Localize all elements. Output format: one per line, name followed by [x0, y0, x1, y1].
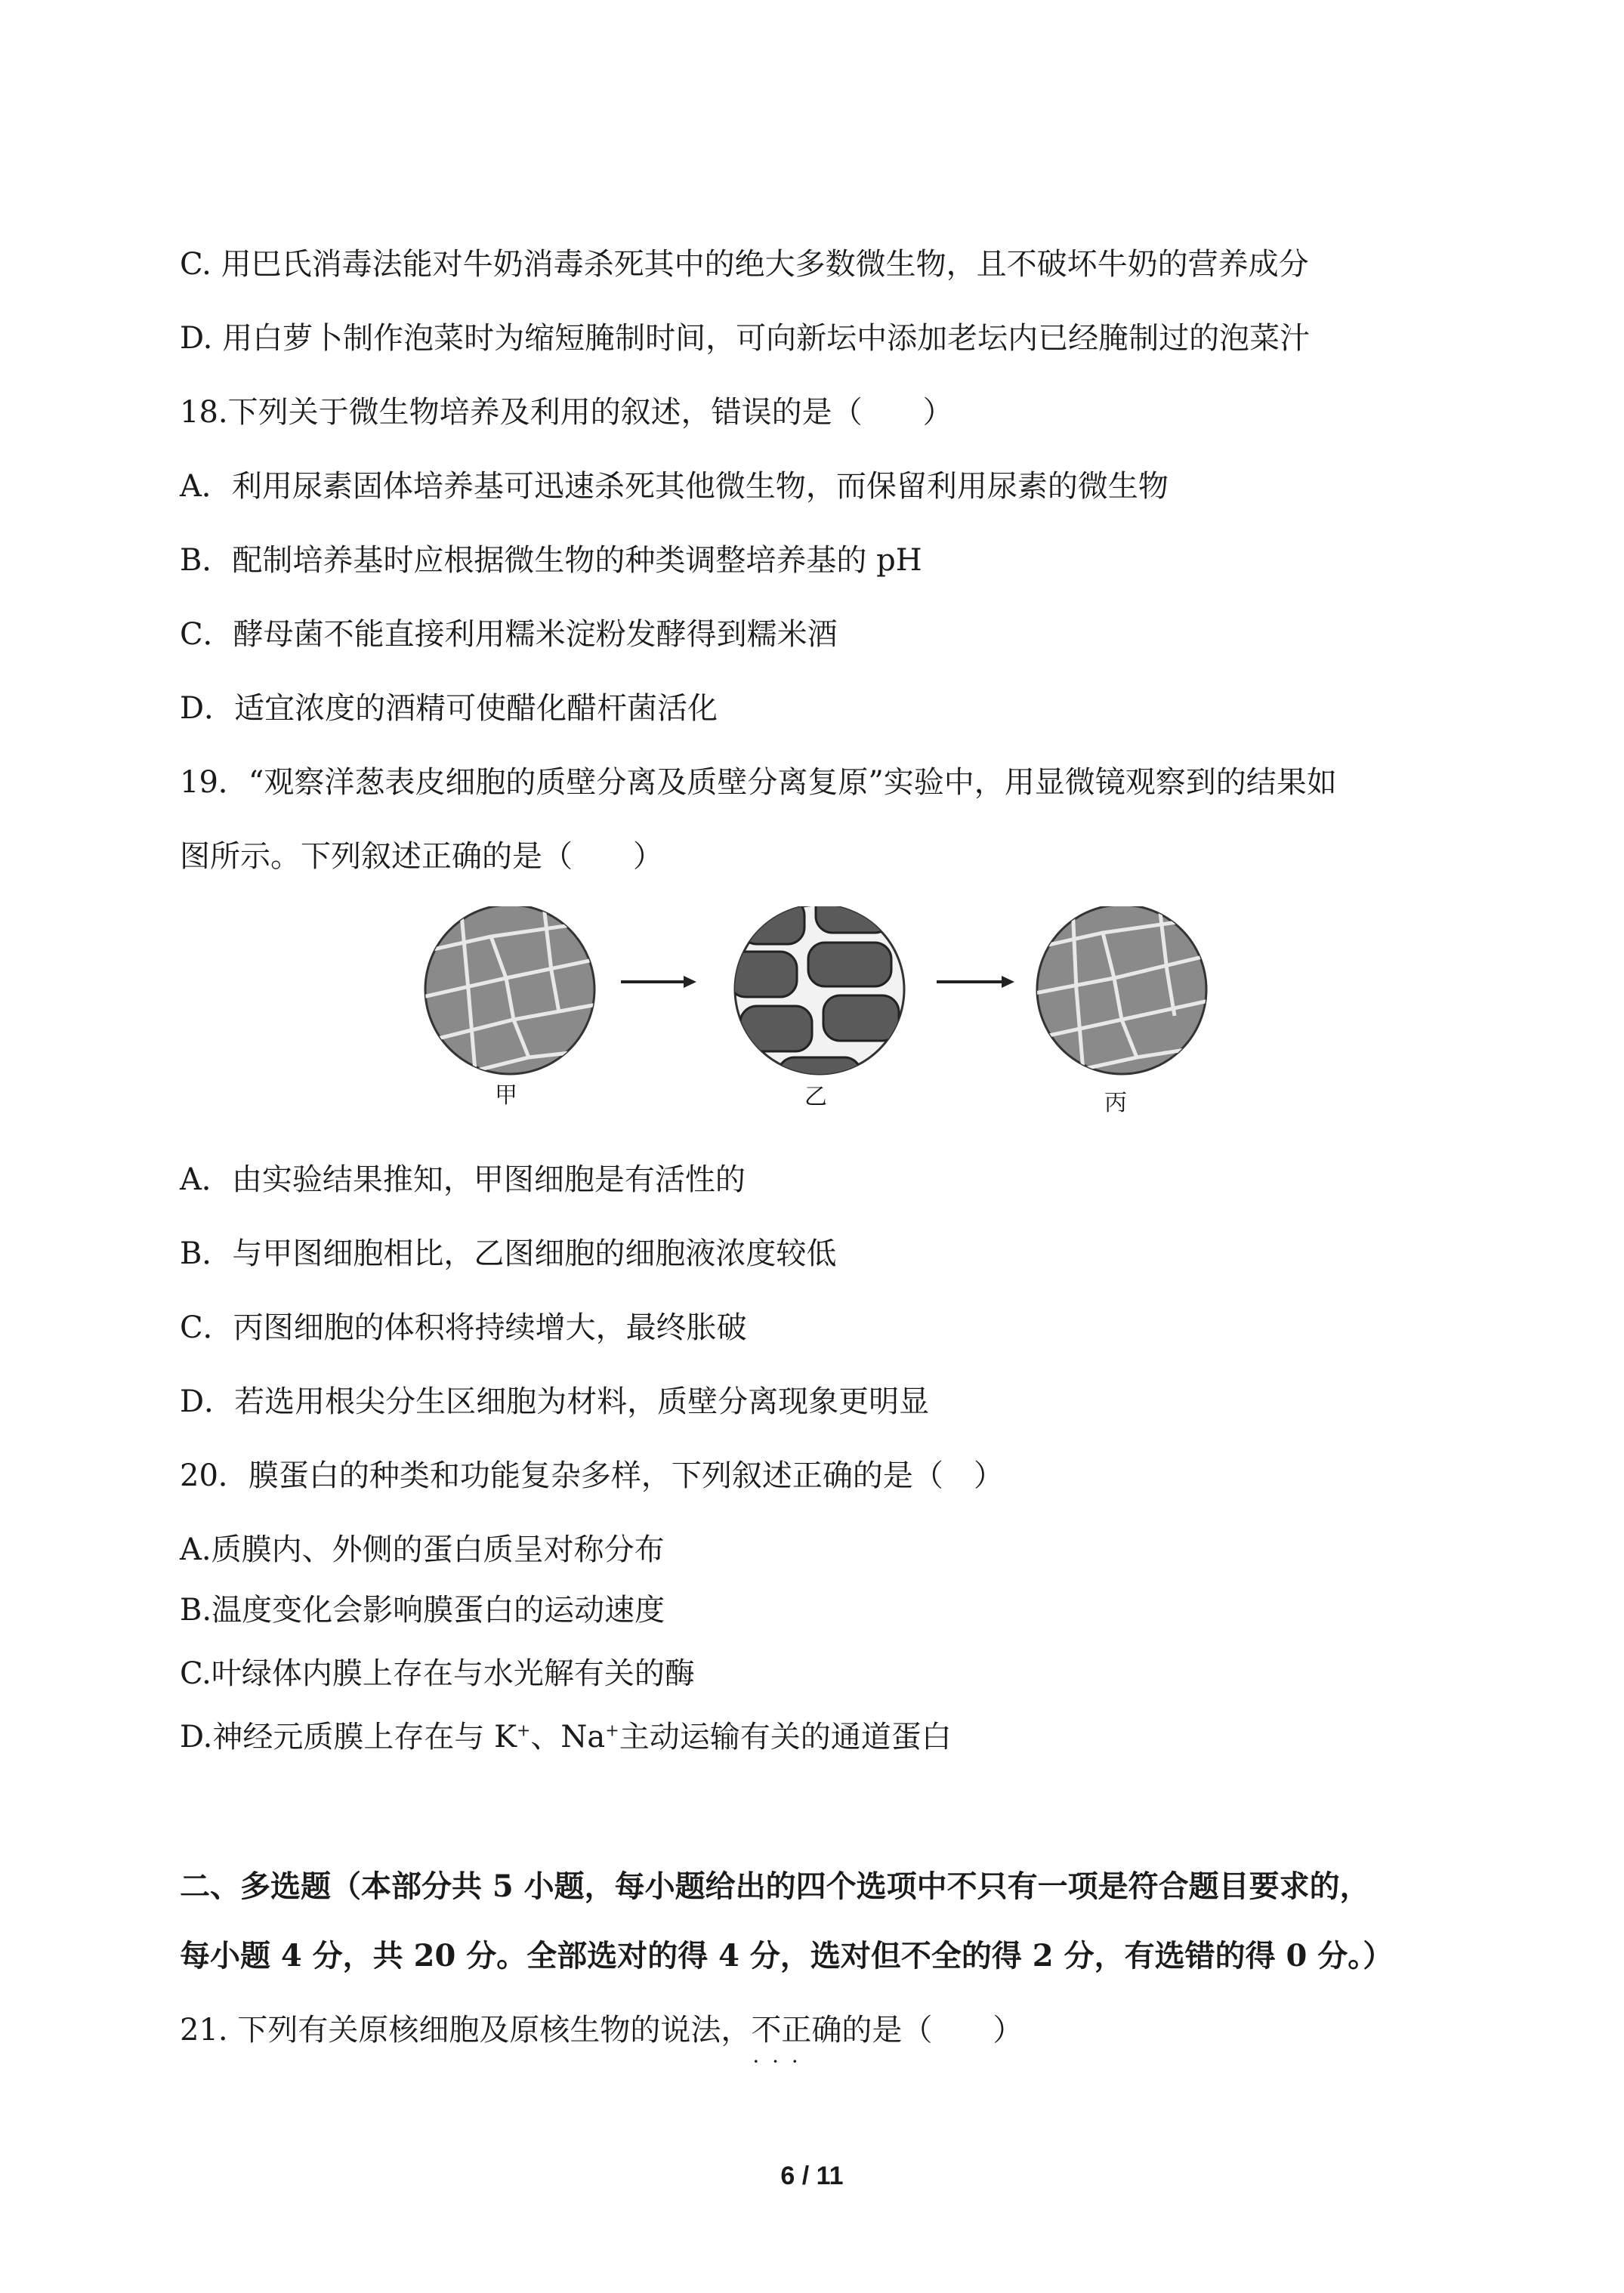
q21-emphasis: 不正确 · · · — [751, 2012, 841, 2048]
q20d-text-mid: 、Na — [530, 1720, 606, 1754]
q18-stem: 18.下列关于微生物培养及利用的叙述，错误的是（ ） — [180, 395, 953, 430]
q17-option-c: C. 用巴氏消毒法能对牛奶消毒杀死其中的绝大多数微生物，且不破坏牛奶的营养成分 — [180, 247, 1309, 282]
q20-stem: 20．膜蛋白的种类和功能复杂多样，下列叙述正确的是（ ） — [180, 1458, 1004, 1493]
q19-option-b: B．与甲图细胞相比，乙图细胞的细胞液浓度较低 — [180, 1236, 837, 1271]
section2-heading-line2: 每小题 4 分，共 20 分。全部选对的得 4 分，选对但不全的得 2 分，有选错的得 0 分。） — [180, 1938, 1394, 1974]
q20-option-c: C.叶绿体内膜上存在与水光解有关的酶 — [180, 1656, 695, 1691]
arrow-icon — [937, 976, 1014, 988]
q19-stem-line2: 图所示。下列叙述正确的是（ ） — [180, 839, 663, 874]
cell-micrograph-bing — [1035, 906, 1209, 1080]
q18-option-a: A．利用尿素固体培养基可迅速杀死其他微生物，而保留利用尿素的微生物 — [180, 469, 1169, 504]
q21-text-post: 的是（ ） — [841, 2013, 1023, 2048]
label-jia: 甲 — [495, 1082, 517, 1109]
arrow-icon — [621, 976, 696, 988]
plasmolysis-figure — [423, 906, 1216, 1133]
q18-option-c: C．酵母菌不能直接利用糯米淀粉发酵得到糯米酒 — [180, 617, 838, 652]
q21-stem — [180, 2012, 1023, 2048]
label-bing: 丙 — [1104, 1090, 1127, 1116]
q20d-text-post: 主动运输有关的通道蛋白 — [619, 1720, 952, 1754]
cell-micrograph-jia — [423, 906, 597, 1080]
q19-option-c: C．丙图细胞的体积将持续增大，最终胀破 — [180, 1310, 747, 1345]
q19-option-d: D．若选用根尖分生区细胞为材料，质壁分离现象更明显 — [180, 1384, 930, 1419]
sodium-charge: + — [605, 1721, 619, 1741]
q19-option-a: A．由实验结果推知，甲图细胞是有活性的 — [180, 1162, 746, 1197]
label-yi: 乙 — [804, 1084, 827, 1110]
page-number: 6 / 11 — [780, 2162, 844, 2190]
q20d-text-pre: D.神经元质膜上存在与 K — [180, 1720, 517, 1754]
q20-option-d — [180, 1719, 952, 1755]
cell-micrograph-yi — [729, 906, 904, 1095]
q20-option-a: A.质膜内、外侧的蛋白质呈对称分布 — [180, 1532, 665, 1567]
potassium-charge: + — [516, 1721, 531, 1741]
section2-heading-line1: 二、多选题（本部分共 5 小题，每小题给出的四个选项中不只有一项是符合题目要求的， — [180, 1869, 1370, 1904]
q18-option-b: B．配制培养基时应根据微生物的种类调整培养基的 pH — [180, 543, 922, 578]
q17-option-d: D. 用白萝卜制作泡菜时为缩短腌制时间，可向新坛中添加老坛内已经腌制过的泡菜汁 — [180, 321, 1311, 356]
q20-option-b: B.温度变化会影响膜蛋白的运动速度 — [180, 1593, 665, 1628]
q21-text-pre: 21. 下列有关原核细胞及原核生物的说法， — [180, 2013, 752, 2048]
q19-stem-line1: 19．“观察洋葱表皮细胞的质壁分离及质壁分离复原”实验中，用显微镜观察到的结果如 — [180, 765, 1337, 800]
q18-option-d: D．适宜浓度的酒精可使醋化醋杆菌活化 — [180, 691, 718, 726]
